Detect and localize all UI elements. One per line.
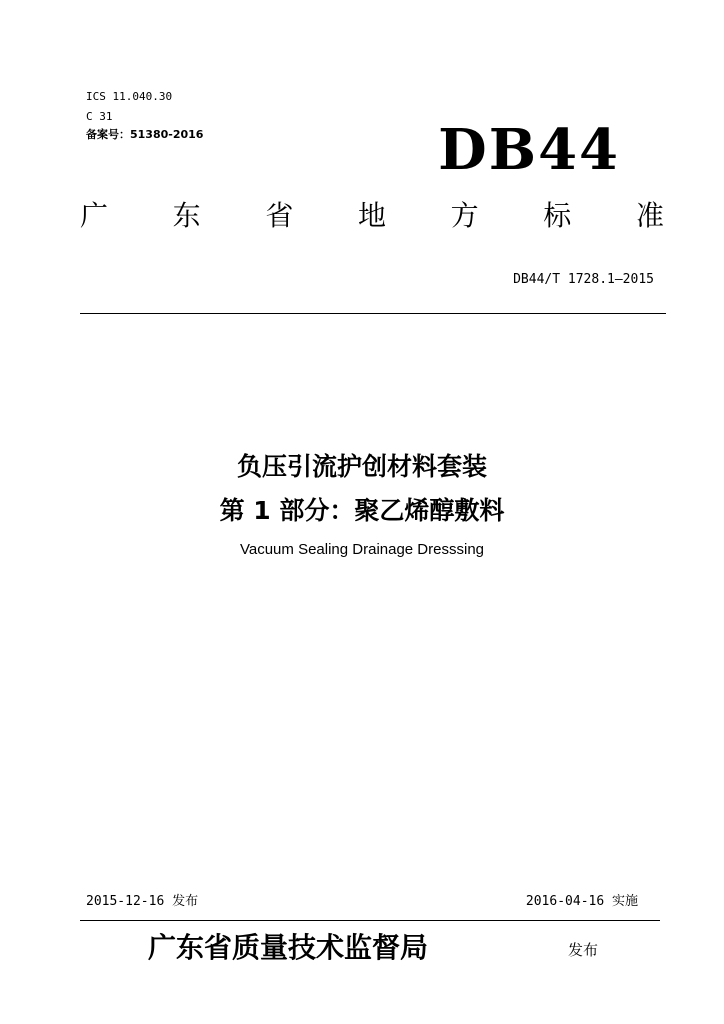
standard-type-char: 东 <box>172 199 201 232</box>
standard-number: DB44/T 1728.1—2015 <box>513 272 654 287</box>
ccs-code: C 31 <box>86 110 113 123</box>
standard-type-char: 方 <box>450 199 479 232</box>
release-date: 2015-12-16 发布 <box>86 894 199 909</box>
standard-type-heading <box>80 196 664 236</box>
standard-code-mark: DB44 <box>438 117 620 183</box>
standard-type-char: 省 <box>265 199 294 232</box>
issue-label: 发布 <box>568 941 599 959</box>
standard-type-char: 广 <box>80 199 109 232</box>
title-line-1: 负压引流护创材料套装 <box>236 452 487 481</box>
footer-divider <box>80 920 660 921</box>
standard-type-char: 地 <box>357 199 386 232</box>
standard-type-char: 准 <box>635 199 664 232</box>
header-divider <box>80 313 666 314</box>
implementation-date: 2016-04-16 实施 <box>525 894 638 909</box>
issuing-authority: 广东省质量技术监督局 <box>148 931 429 964</box>
filing-number: 备案号：51380-2016 <box>86 128 204 141</box>
title-line-2: 第 1 部分：聚乙烯醇敷料 <box>219 496 505 525</box>
title-english: Vacuum Sealing Drainage Dresssing <box>239 541 484 558</box>
ics-code: ICS 11.040.30 <box>86 90 173 103</box>
standard-type-char: 标 <box>543 199 572 232</box>
